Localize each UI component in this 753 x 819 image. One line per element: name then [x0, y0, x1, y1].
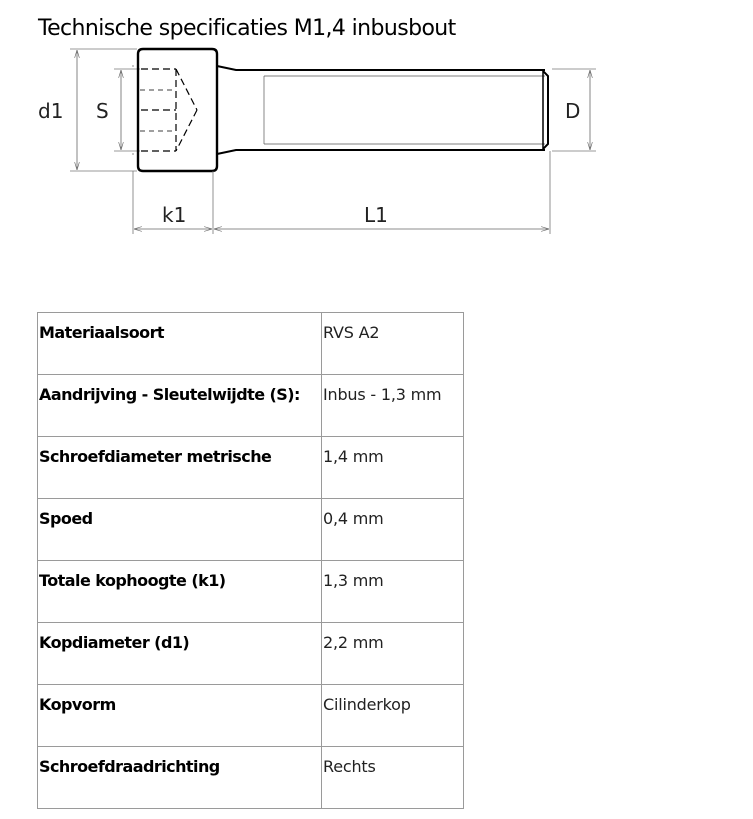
- spec-label: Kopdiameter (d1): [38, 623, 322, 685]
- table-row: [38, 623, 464, 685]
- s-dimension: [114, 69, 140, 151]
- spec-label: Schroefdiameter metrische: [38, 437, 322, 499]
- table-row: [38, 437, 464, 499]
- spec-value: 2,2 mm: [322, 623, 464, 685]
- spec-value: RVS A2: [322, 313, 464, 375]
- specs-table-body: [38, 313, 464, 809]
- spec-value: 1,3 mm: [322, 561, 464, 623]
- table-row: [38, 561, 464, 623]
- spec-value: Cilinderkop: [322, 685, 464, 747]
- table-row: [38, 747, 464, 809]
- table-row: [38, 375, 464, 437]
- length-dimensions: [133, 151, 550, 234]
- specs-table: [37, 312, 464, 809]
- table-row: [38, 685, 464, 747]
- spec-label: Aandrijving - Sleutelwijdte (S):: [38, 375, 322, 437]
- table-row: [38, 499, 464, 561]
- bolt-head: [132, 49, 217, 171]
- page-title: Technische specificaties M1,4 inbusbout: [38, 16, 456, 41]
- bolt-dimension-diagram: [0, 40, 753, 240]
- table-row: [38, 313, 464, 375]
- spec-value: Rechts: [322, 747, 464, 809]
- label-s: S: [96, 99, 109, 123]
- spec-value: 0,4 mm: [322, 499, 464, 561]
- spec-label: Kopvorm: [38, 685, 322, 747]
- spec-value: 1,4 mm: [322, 437, 464, 499]
- label-k1: k1: [162, 203, 187, 227]
- spec-value: Inbus - 1,3 mm: [322, 375, 464, 437]
- bolt-shank: [217, 66, 548, 154]
- label-d1: d1: [38, 99, 64, 123]
- spec-label: Totale kophoogte (k1): [38, 561, 322, 623]
- spec-label: Materiaalsoort: [38, 313, 322, 375]
- spec-label: Spoed: [38, 499, 322, 561]
- label-d: D: [565, 99, 581, 123]
- label-l1: L1: [364, 203, 388, 227]
- spec-label: Schroefdraadrichting: [38, 747, 322, 809]
